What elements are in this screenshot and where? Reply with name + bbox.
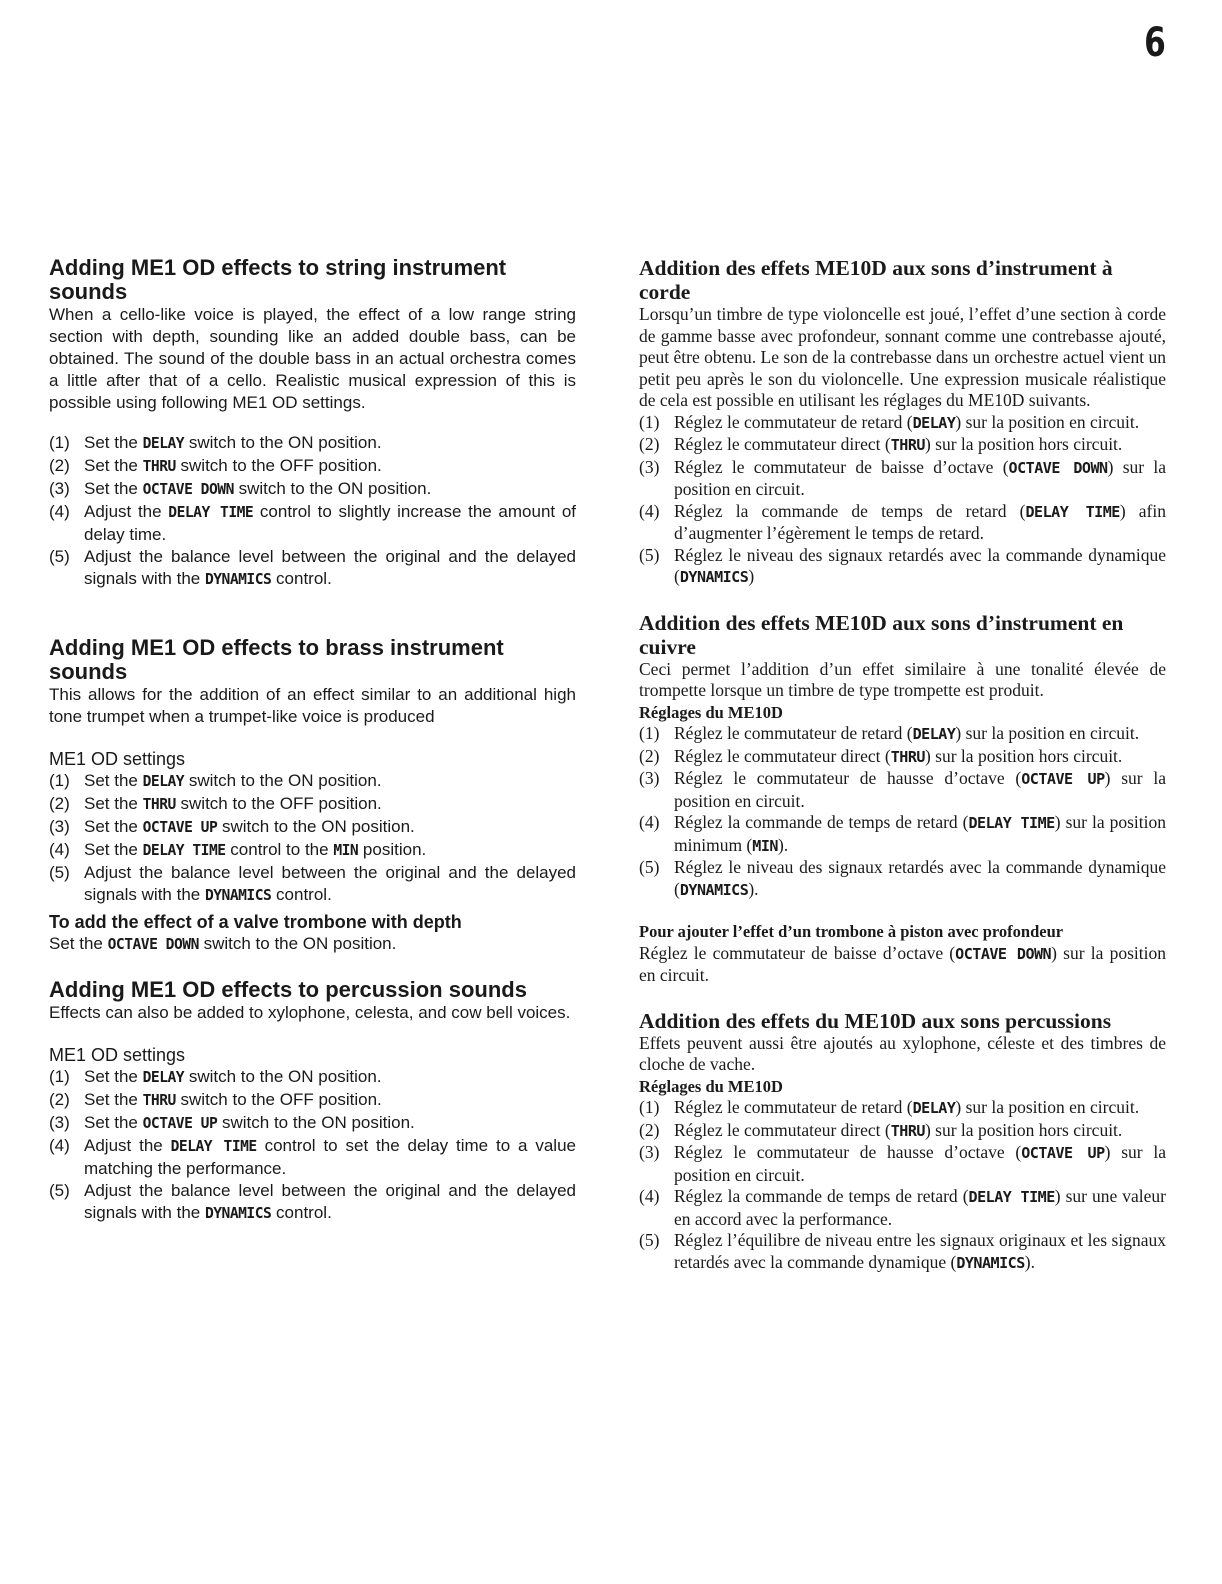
section-title: Addition des effets ME10D aux sons d’instrument en cuivre: [639, 610, 1124, 659]
step-item: (3) Set the OCTAVE UP switch to the ON position.: [49, 817, 415, 836]
step-item: (4) Adjust the DELAY TIME control to slightly increase the amount of delay time.: [49, 502, 577, 544]
step-item: (2) Réglez le commutateur direct (THRU) sur la position hors circuit.: [639, 745, 1123, 766]
step-item: (4) Adjust the DELAY TIME control to set the delay time to a value matching the performance.: [49, 1136, 576, 1178]
settings-label: Réglages du ME10D: [639, 702, 783, 722]
section-title: Addition des effets du ME10D aux sons percussions: [639, 1008, 1112, 1033]
section-brass-instrument: [49, 636, 576, 956]
step-item: (2) Set the THRU switch to the OFF position.: [49, 456, 382, 475]
english-column: [49, 256, 576, 1225]
section-title: Adding ME1 OD effects to brass instrument sounds: [49, 635, 504, 684]
section-percussion: [49, 978, 576, 1225]
settings-steps: [49, 770, 576, 907]
step-item: (3) Réglez le commutateur de hausse d’octave (OCTAVE UP) sur la position en circuit.: [639, 768, 1166, 811]
settings-steps: [639, 723, 1166, 901]
step-item: (4) Réglez la commande de temps de retard (DELAY TIME) sur la position minimum (MIN).: [639, 812, 1166, 855]
french-column: [639, 256, 1166, 1274]
section-intro: Lorsqu’un timbre de type violoncelle est joué, l’effet d’une section à corde de gamme basse avec profondeur, sonnant comme une contrebasse ajouté, peut être obtenu. Le son de la contrebasse dans un orchestre actuel vient un petit peu après le son du violoncelle. Une expression musicale réalistique de cela est possible en utilisant les réglages du ME10D suivants.: [639, 304, 1166, 410]
step-item: (1) Réglez le commutateur de retard (DELAY) sur la position en circuit.: [639, 723, 1140, 743]
step-item: (5) Adjust the balance level between the original and the delayed signals with the DYNAMICS control.: [49, 1181, 576, 1222]
step-item: (5) Adjust the balance level between the original and the delayed signals with the DYNAMICS control.: [49, 547, 576, 588]
valve-trombone-heading: Pour ajouter l’effet d’un trombone à piston avec profondeur: [639, 922, 1064, 941]
step-item: (4) Réglez la commande de temps de retard (DELAY TIME) sur une valeur en accord avec la performance.: [639, 1186, 1166, 1229]
section-intro: Ceci permet l’addition d’un effet similaire à une tonalité élevée de trompette lorsque un timbre de type trompette est produit.: [639, 658, 1166, 700]
step-item: (1) Réglez le commutateur de retard (DELAY) sur la position en circuit.: [639, 1097, 1140, 1117]
step-item: (3) Réglez le commutateur de hausse d’octave (OCTAVE UP) sur la position en circuit.: [639, 1142, 1166, 1185]
settings-steps: [639, 1097, 1166, 1274]
settings-steps: [49, 432, 576, 591]
settings-steps: [639, 412, 1166, 589]
step-item: (2) Set the THRU switch to the OFF position.: [49, 794, 382, 813]
section-intro: Effects can also be added to xylophone, celesta, and cow bell voices.: [49, 1003, 571, 1022]
step-item: (4) Réglez la commande de temps de retard (DELAY TIME) afin d’augmenter l’égèrement le temps de retard.: [639, 500, 1166, 543]
valve-trombone-text: Réglez le commutateur de baisse d’octave (OCTAVE DOWN) sur la position en circuit.: [639, 942, 1166, 985]
step-item: (4) Set the DELAY TIME control to the MIN position.: [49, 840, 427, 859]
valve-trombone-heading: To add the effect of a valve trombone with depth: [49, 912, 462, 932]
step-item: (1) Set the DELAY switch to the ON position.: [49, 771, 382, 790]
step-item: (3) Set the OCTAVE DOWN switch to the ON position.: [49, 479, 432, 498]
settings-steps: [49, 1066, 576, 1225]
step-item: (1) Réglez le commutateur de retard (DELAY) sur la position en circuit.: [639, 411, 1140, 432]
step-item: (3) Réglez le commutateur de baisse d’octave (OCTAVE DOWN) sur la position en circuit.: [639, 456, 1166, 499]
step-item: (5) Réglez le niveau des signaux retardés avec la commande dynamique (DYNAMICS).: [639, 857, 1166, 899]
step-item: (5) Adjust the balance level between the original and the delayed signals with the DYNAMICS control.: [49, 863, 576, 904]
settings-label: ME1 OD settings: [49, 749, 186, 769]
section-title: Addition des effets ME10D aux sons d’instrument à corde: [639, 256, 1113, 304]
step-item: (2) Réglez le commutateur direct (THRU) sur la position hors circuit.: [639, 1119, 1123, 1140]
page-number: 6: [1144, 20, 1166, 66]
step-item: (3) Set the OCTAVE UP switch to the ON position.: [49, 1113, 415, 1132]
section-string-instrument: [49, 256, 576, 611]
section-intro: Effets peuvent aussi être ajoutés au xylophone, céleste et des timbres de cloche de vache.: [639, 1032, 1166, 1074]
settings-label: ME1 OD settings: [49, 1045, 186, 1065]
section-title: Adding ME1 OD effects to percussion sounds: [49, 977, 527, 1002]
step-item: (1) Set the DELAY switch to the ON position.: [49, 433, 382, 452]
section-percussions: [639, 1009, 1166, 1275]
step-item: (5) Réglez le niveau des signaux retardés avec la commande dynamique (DYNAMICS): [639, 544, 1166, 586]
section-instrument-a-corde: [639, 256, 1166, 589]
section-intro: This allows for the addition of an effect similar to an additional high tone trumpet when a trumpet-like voice is produced: [49, 685, 576, 726]
section-instrument-en-cuivre: [639, 611, 1166, 987]
valve-trombone-text: Set the OCTAVE DOWN switch to the ON position.: [49, 934, 397, 953]
step-item: (1) Set the DELAY switch to the ON position.: [49, 1067, 382, 1086]
section-intro: When a cello-like voice is played, the effect of a low range string section with depth, sounding like an added double bass, can be obtained. The sound of the double bass in an actual orchestra comes a little after that of a cello. Realistic musical expression of this is possible using following ME1 OD settings.: [49, 305, 576, 412]
step-item: (5) Réglez l’équilibre de niveau entre les signaux originaux et les signaux retardés avec la commande dynamique (DYNAMICS).: [639, 1230, 1166, 1272]
step-item: (2) Set the THRU switch to the OFF position.: [49, 1090, 382, 1109]
section-title: Adding ME1 OD effects to string instrument sounds: [49, 255, 507, 304]
settings-label: Réglages du ME10D: [639, 1076, 783, 1096]
step-item: (2) Réglez le commutateur direct (THRU) sur la position hors circuit.: [639, 434, 1123, 454]
